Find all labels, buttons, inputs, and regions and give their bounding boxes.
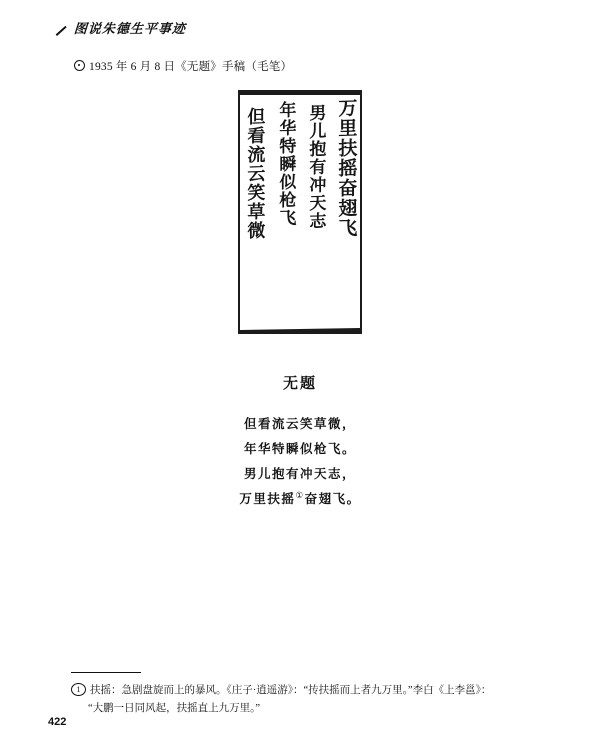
running-head-title: 图说朱德生平事迹 bbox=[73, 21, 187, 36]
poem-line: 但看流云笑草微， bbox=[243, 416, 356, 431]
poem-block bbox=[0, 372, 600, 511]
poem-line-tail: 奋翅飞。 bbox=[304, 491, 361, 506]
poem-line-head: 万里扶摇 bbox=[239, 491, 296, 506]
manuscript-top-edge bbox=[238, 90, 362, 95]
footnote-marker: ① bbox=[295, 490, 305, 501]
slash-icon bbox=[55, 21, 69, 37]
manuscript-image bbox=[238, 90, 362, 334]
footnote-text-line1: 扶摇：急剧盘旋而上的暴风。《庄子·逍遥游》：“抟扶摇而上者九万里。”李白《上李邕》： bbox=[90, 685, 492, 696]
footnote-text-line2: “大鹏一日同风起，扶摇直上九万里。” bbox=[88, 703, 261, 715]
manuscript-columns bbox=[245, 98, 355, 324]
page-number: 422 bbox=[48, 716, 67, 728]
manuscript-column: 但看流云笑草微 bbox=[244, 106, 266, 241]
footnote-rule bbox=[71, 672, 141, 673]
footnote-number: 1 bbox=[71, 683, 86, 696]
poem-title: 无题 bbox=[282, 374, 317, 392]
manuscript-column: 男儿抱有冲天志 bbox=[305, 103, 326, 231]
circled-dot-icon bbox=[74, 60, 85, 71]
running-head bbox=[55, 18, 186, 37]
poem-line-with-footnote bbox=[0, 486, 600, 511]
figure-caption-text: 1935 年 6 月 8 日《无题》手稿（毛笔） bbox=[89, 61, 293, 73]
manuscript-column: 年华特瞬似枪飞 bbox=[275, 100, 296, 228]
footnote-block bbox=[71, 682, 531, 719]
manuscript-bottom-edge bbox=[238, 328, 362, 334]
figure-caption bbox=[74, 58, 292, 74]
manuscript-figure bbox=[0, 90, 600, 334]
poem-line: 年华特瞬似枪飞。 bbox=[243, 441, 356, 456]
poem-line: 男儿抱有冲天志， bbox=[243, 466, 356, 481]
manuscript-column: 万里扶摇奋翅飞 bbox=[334, 97, 357, 239]
